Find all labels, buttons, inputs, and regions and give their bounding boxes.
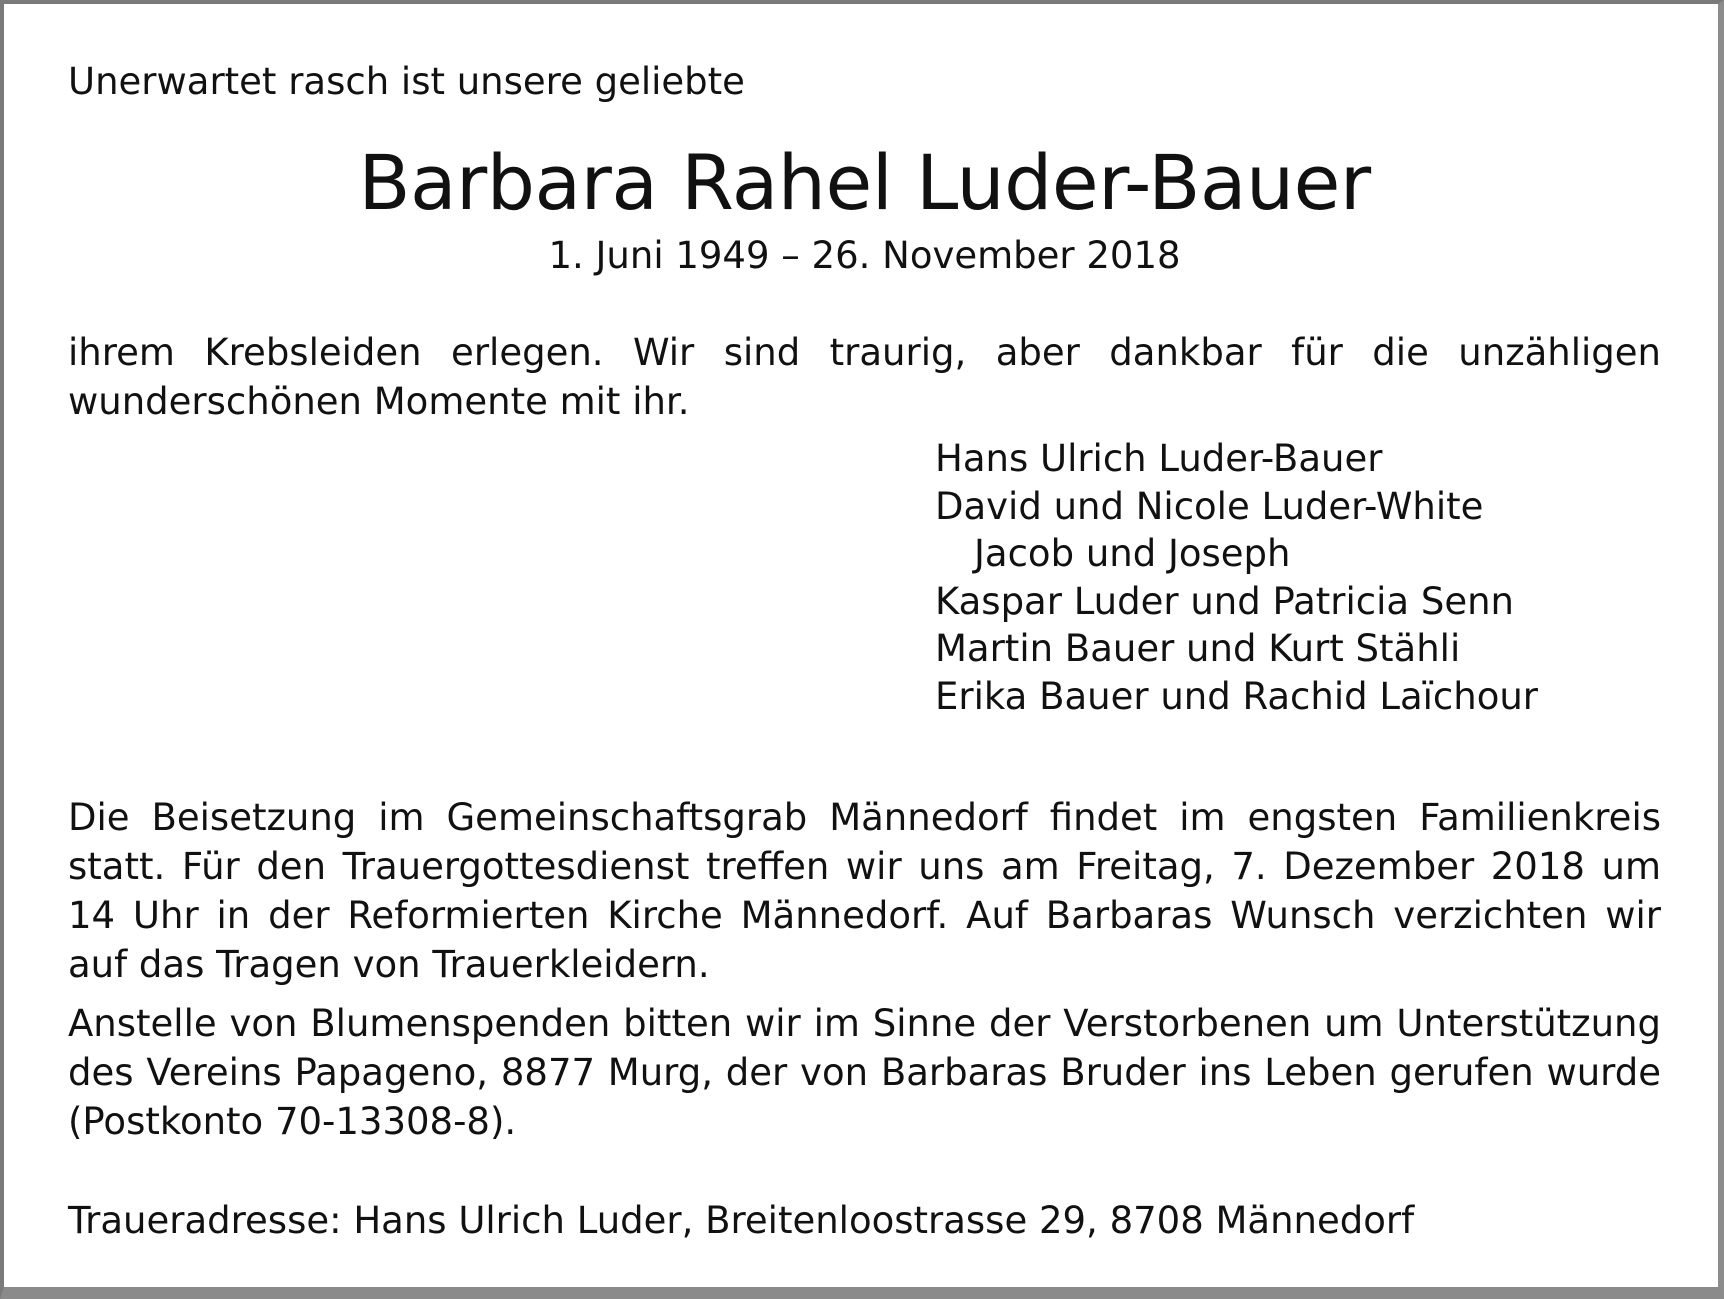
mourner-entry: Martin Bauer und Kurt Stähli — [935, 627, 1461, 670]
donation-paragraph: Anstelle von Blumenspenden bitten wir im Sinne der Verstorbenen um Unterstützung des Vereins Papageno, 8877 Murg, der von Barbaras Bruder ins Leben gerufen wurde (Postkonto 70-13308-8). — [68, 1002, 1661, 1143]
mourning-address: Traueradresse: Hans Ulrich Luder, Breitenloostrasse 29, 8708 Männedorf — [68, 1199, 1415, 1242]
mourner-entry-grandchildren: Jacob und Joseph — [974, 532, 1291, 575]
mourner-entry: Hans Ulrich Luder-Bauer — [935, 437, 1383, 480]
announcement-paragraph: ihrem Krebsleiden erlegen. Wir sind traurig, aber dankbar für die unzähligen wunderschönen Momente mit ihr. — [68, 331, 1661, 423]
funeral-details-paragraph: Die Beisetzung im Gemeinschaftsgrab Männedorf findet im engsten Familienkreis statt. Für den Trauergottesdienst treffen wir uns am Freitag, 7. Dezember 2018 um 14 Uhr in der Reformierten Kirche Männedorf. Auf Barbaras Wunsch verzichten wir auf das Tragen von Trauerkleidern. — [68, 796, 1661, 986]
mourner-entry: David und Nicole Luder-White — [935, 484, 1484, 528]
deceased-name: Barbara Rahel Luder-Bauer — [358, 138, 1371, 227]
mourner-entry: Erika Bauer und Rachid Laïchour — [935, 674, 1539, 718]
mourner-entry: Kaspar Luder und Patricia Senn — [935, 579, 1515, 623]
life-dates: 1. Juni 1949 – 26. November 2018 — [548, 234, 1181, 277]
mourners-list — [935, 435, 1661, 720]
intro-text: Unerwartet rasch ist unsere geliebte — [68, 60, 745, 103]
notice-content — [68, 58, 1661, 1245]
